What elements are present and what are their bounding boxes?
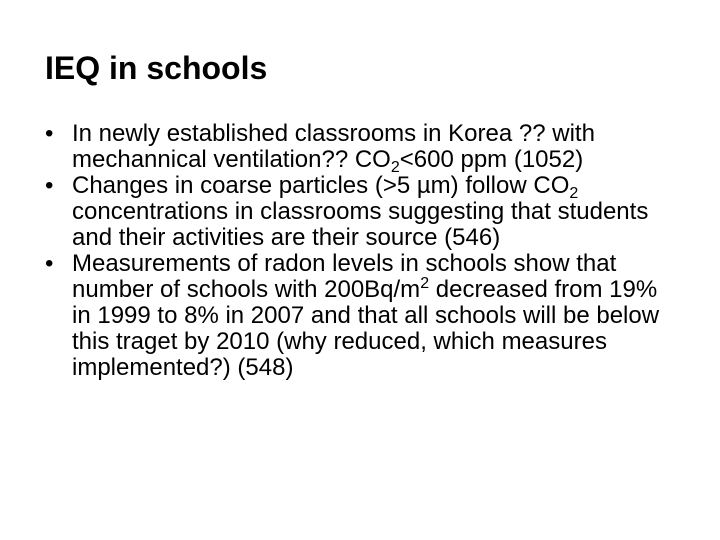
bullet-text: In newly established classrooms in Korea ?? with mechannical ventilation?? $CO_2<600$ ppm (1052) [72, 120, 595, 176]
bullet-list [40, 121, 680, 381]
bullet-item [40, 120, 680, 176]
bullet-marker: • [45, 120, 54, 147]
bullet-item [40, 251, 680, 381]
bullet-marker: • [45, 172, 54, 199]
bullet-item [40, 173, 680, 251]
slide-title: IEQ in schools [45, 50, 268, 86]
bullet-text: Changes in coarse particles (>5 µm) follow $CO_2$ concentrations in classrooms suggesting that students and their activities are their source (546) [72, 172, 649, 251]
bullet-marker: • [45, 250, 54, 277]
bullet-text: Measurements of radon levels in schools show that number of schools with $200Bq/m^2$ decreased from 19% in 1999 to 8% in 2007 and that all schools will be below this traget by 2010 (why reduced, which measures implemented?) (548) [72, 250, 660, 381]
